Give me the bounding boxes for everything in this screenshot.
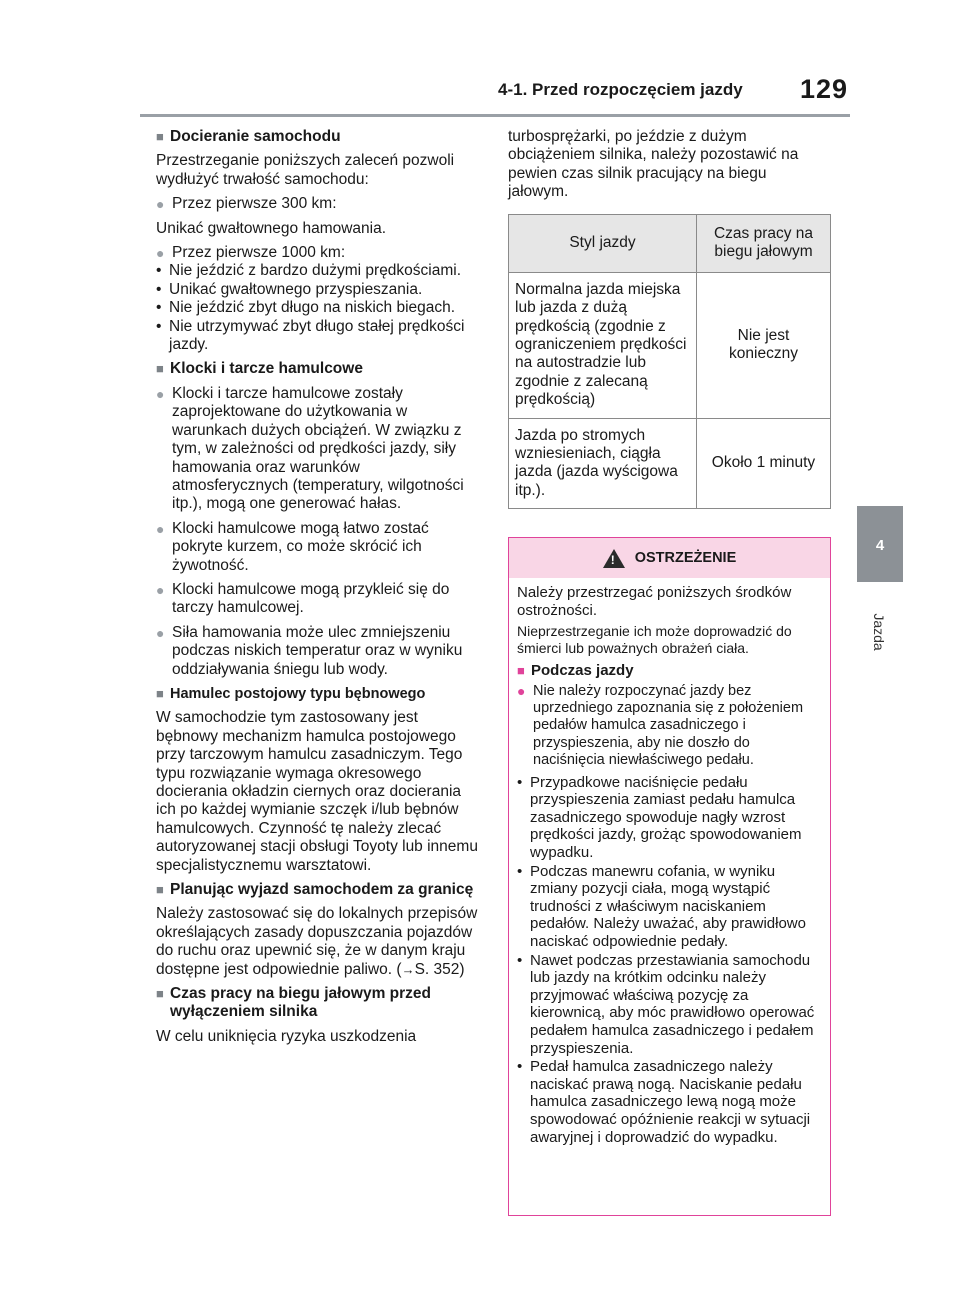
right-column bbox=[508, 128, 831, 208]
circle-bullet-icon: ● bbox=[156, 196, 165, 213]
paragraph: Przestrzeganie poniższych zaleceń pozwoli wydłużyć trwałość samochodu: bbox=[156, 152, 455, 188]
square-bullet-icon: ■ bbox=[156, 685, 164, 701]
chapter-tab[interactable] bbox=[857, 506, 903, 582]
table-cell: Około 1 minuty bbox=[697, 418, 831, 509]
bullet-list bbox=[156, 262, 478, 354]
circle-item: ● Klocki hamulcowe mogą przykleić się do tarczy hamulcowej. bbox=[156, 580, 450, 617]
left-column bbox=[156, 128, 478, 1052]
table-row bbox=[509, 272, 831, 418]
section-heading: ■ Klocki i tarcze hamulcowe bbox=[156, 360, 363, 378]
paragraph: Unikać gwałtownego hamowania. bbox=[156, 219, 387, 237]
table-cell: Normalna jazda miejska lub jazda z dużą prędkością (zgodnie z ograniczeniem prędkości na autostradzie lub zgodnie z zalecaną prędkością) bbox=[509, 272, 697, 418]
circle-item: ● Klocki i tarcze hamulcowe zostały zaprojektowane do użytkowania w warunkach dużych obciążeń. W związku z tym, w zależności od prędkości jazdy, siły hamowania oraz warunków atmosferycznych (temperatury, wilgotności itp.), mogą one generować hałas. bbox=[156, 384, 464, 513]
chapter-label-text: Jazda bbox=[871, 613, 887, 651]
circle-bullet-icon: ● bbox=[156, 385, 165, 402]
circle-item: ● Klocki hamulcowe mogą łatwo zostać pokryte kurzem, co może skrócić ich żywotność. bbox=[156, 519, 429, 574]
paragraph: turbosprężarki, po jeździe z dużym obciążeniem silnika, należy pozostawić na pewien czas silnik pracujący na biegu jałowym. bbox=[508, 128, 799, 201]
table-cell: Nie jest konieczny bbox=[697, 272, 831, 418]
square-bullet-icon: ■ bbox=[156, 882, 164, 898]
table-header-row bbox=[509, 215, 831, 273]
list-item: • Nie jeździć z bardzo dużymi prędkościami. bbox=[156, 262, 462, 280]
circle-item: ● Przez pierwsze 1000 km: bbox=[156, 244, 346, 262]
warning-triangle-icon bbox=[603, 549, 625, 568]
list-item: • Nie jeździć zbyt długo na niskich biegach. bbox=[156, 299, 456, 317]
column-header: Styl jazdy bbox=[509, 215, 697, 273]
chapter-label bbox=[864, 592, 894, 672]
section-heading: ■ Podczas jazdy bbox=[517, 662, 634, 680]
section-heading: ■ Czas pracy na biegu jałowym przed wyłączeniem silnika bbox=[156, 985, 431, 1021]
table-cell: Jazda po stromych wzniesieniach, ciągła jazda (jazda wyścigowa itp.). bbox=[509, 418, 697, 509]
circle-bullet-icon: ● bbox=[156, 624, 165, 641]
square-bullet-icon: ■ bbox=[156, 129, 164, 144]
circle-item: ● Przez pierwsze 300 km: bbox=[156, 195, 337, 213]
idle-time-table bbox=[508, 214, 831, 509]
header-divider bbox=[140, 114, 850, 117]
square-bullet-icon: ■ bbox=[517, 663, 525, 679]
circle-bullet-icon: ● bbox=[156, 520, 165, 537]
circle-bullet-icon: ● bbox=[156, 245, 165, 262]
paragraph: Należy przestrzegać poniższych środków ostrożności. bbox=[517, 584, 792, 619]
circle-bullet-icon: ● bbox=[517, 682, 526, 699]
list-item: • Przypadkowe naciśnięcie pedału przyspieszenia zamiast pedału hamulca zasadniczego spowoduje nagły wzrost prędkości jazdy, grożąc spowodowaniem wypadku. bbox=[517, 773, 802, 861]
paragraph: W celu uniknięcia ryzyka uszkodzenia bbox=[156, 1027, 417, 1045]
section-heading: ■ Planując wyjazd samochodem za granicę bbox=[156, 881, 474, 899]
circle-bullet-icon: ● bbox=[156, 581, 165, 598]
page-reference-link[interactable]: S. 352) bbox=[414, 960, 465, 978]
warning-box bbox=[508, 537, 831, 1216]
section-heading: ■ Docieranie samochodu bbox=[156, 128, 341, 145]
column-header: Czas pracy na biegu jałowym bbox=[697, 215, 831, 273]
warning-title: OSTRZEŻENIE bbox=[634, 550, 737, 566]
section-title: 4-1. Przed rozpoczęciem jazdy bbox=[498, 80, 743, 99]
square-bullet-icon: ■ bbox=[156, 361, 164, 377]
paragraph: Nieprzestrzeganie ich może doprowadzić do śmierci lub poważnych obrażeń ciała. bbox=[517, 623, 792, 656]
list-item: • Nawet podczas przestawiania samochodu lub jazdy na krótkim odcinku należy przyjmować właściwą pozycję za kierownicą, aby móc prawidłowo operować pedałem hamulca zasadniczego i pedałem przyspieszenia. bbox=[517, 951, 815, 1057]
chapter-number: 4 bbox=[875, 537, 885, 554]
paragraph: W samochodzie tym zastosowany jest bębnowy mechanizm hamulca postojowego przy tarczowym hamulcu zasadniczym. Tego typu rozwiązanie wymaga okresowego docierania okładzin ciernych oraz docierania ich po każdej wymianie szczęk i/lub bębnów hamulcowych. Czynność tę należy zlecać autoryzowanej stacji obsługi Toyoty lub innemu specjalistycznemu warsztatowi. bbox=[156, 709, 478, 874]
square-bullet-icon: ■ bbox=[156, 986, 164, 1002]
page-number: 129 bbox=[800, 74, 849, 104]
list-item: • Pedał hamulca zasadniczego należy naciskać prawą nogą. Naciskanie pedału hamulca zasadniczego lewą nogą może spowodować opóźnienie reakcji w sytuacji awaryjnej i doprowadzić do wypadku. bbox=[517, 1058, 811, 1146]
circle-item: ● Nie należy rozpoczynać jazdy bez uprzedniego zapoznania się z położeniem pedałów hamulca zasadniczego i przyspieszenia, aby nie doszło do naciśnięcia niewłaściwego pedału. bbox=[517, 682, 804, 769]
arrow-icon: → bbox=[401, 961, 415, 977]
warning-header bbox=[509, 538, 830, 578]
paragraph: Należy zastosować się do lokalnych przepisów określających zasady dopuszczania pojazdów do ruchu oraz upewnić się, że w danym kraju dostępne jest odpowiednie paliwo. (→S. 352) bbox=[156, 905, 478, 978]
circle-item: ● Siła hamowania może ulec zmniejszeniu podczas niskich temperatur oraz w wyniku oddziaływania śniegu lub wody. bbox=[156, 623, 463, 678]
table-row bbox=[509, 418, 831, 509]
list-item: • Podczas manewru cofania, w wyniku zmiany pozycji ciała, mogą wystąpić trudności z właściwym naciskaniem pedałów. Należy uważać, aby prawidłowo naciskać odpowiednie pedały. bbox=[517, 862, 806, 950]
list-item: • Nie utrzymywać zbyt długo stałej prędkości jazdy. bbox=[156, 317, 465, 354]
warning-body bbox=[509, 578, 830, 1146]
section-heading: ■ Hamulec postojowy typu bębnowego bbox=[156, 685, 426, 702]
list-item: • Unikać gwałtownego przyspieszania. bbox=[156, 280, 423, 298]
